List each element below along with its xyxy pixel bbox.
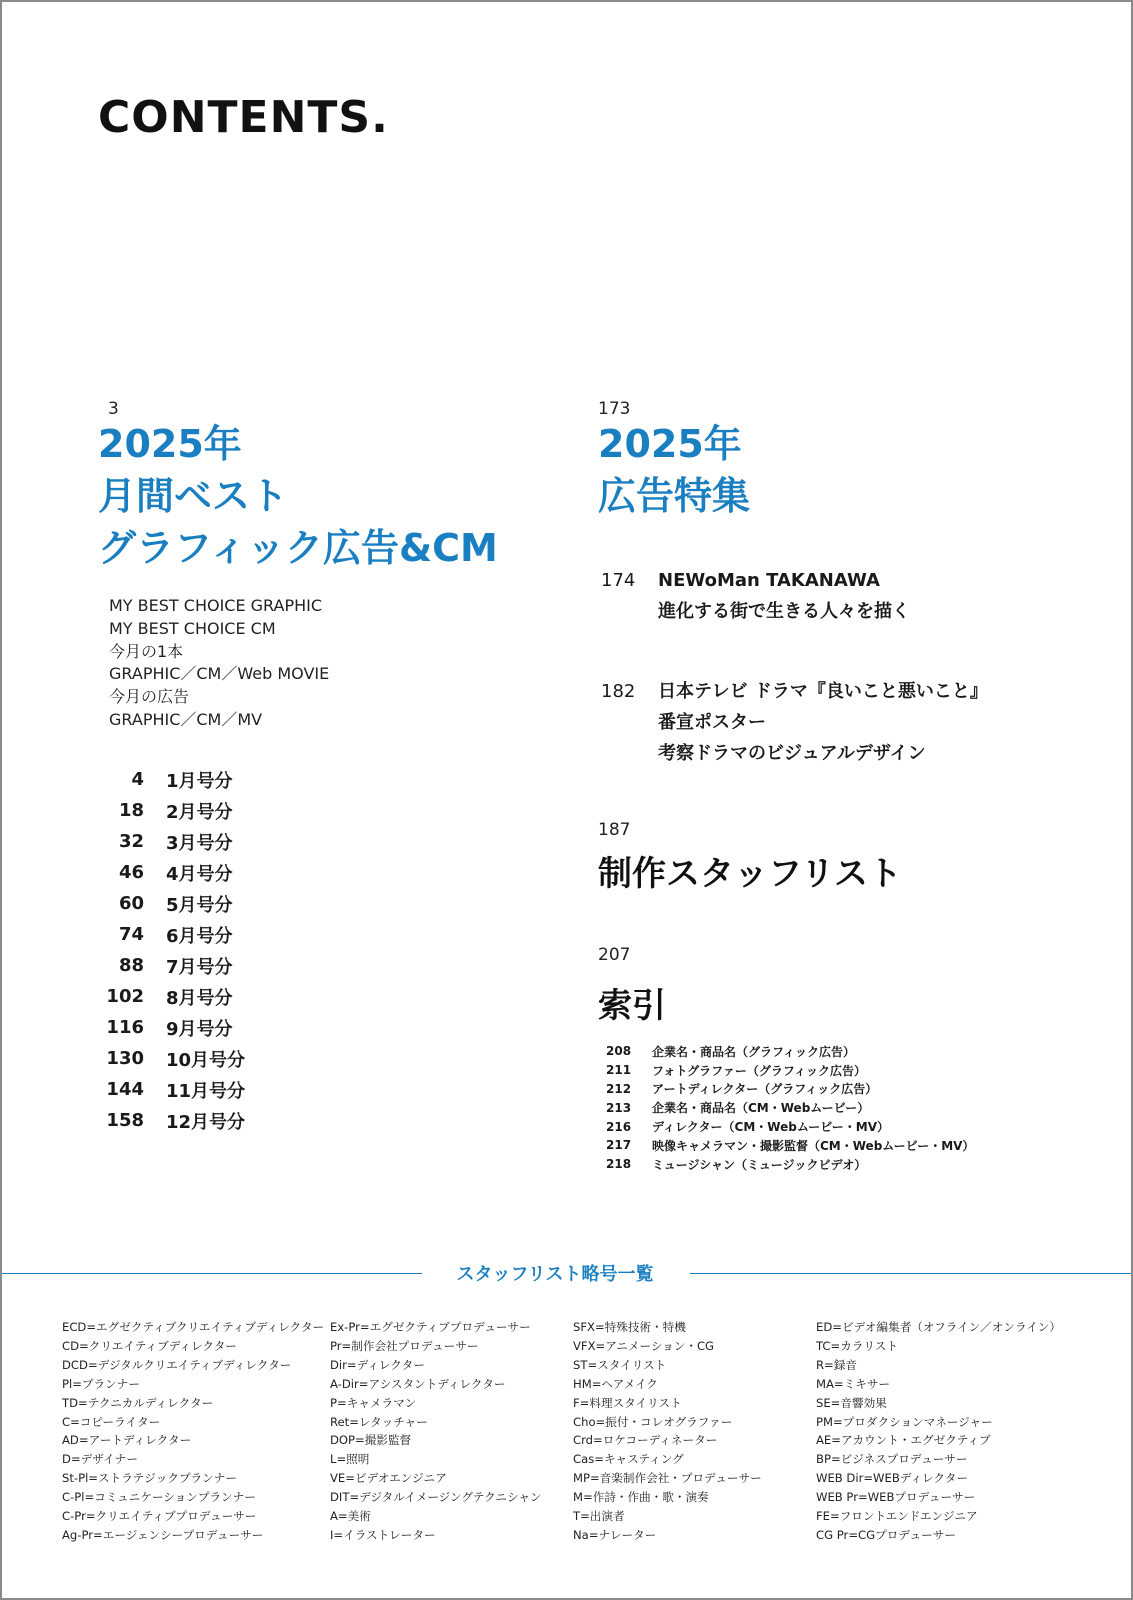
index-page: 211 (606, 1063, 632, 1078)
abbreviation-item: I=イラストレーター (330, 1527, 436, 1542)
abbreviation-item: SE=音響効果 (816, 1395, 887, 1410)
abbreviation-item: M=作詩・作曲・歌・演奏 (573, 1490, 709, 1505)
month-page: 158 (106, 1110, 144, 1131)
abbreviation-item: PM=プロダクションマネージャー (816, 1414, 993, 1429)
abbreviation-item: Cas=キャスティング (573, 1452, 684, 1467)
index-list (606, 1042, 974, 1174)
month-row[interactable] (100, 888, 300, 919)
month-row[interactable] (100, 795, 300, 826)
abbreviation-item: DIT=デジタルイメージングテクニシャン (330, 1490, 542, 1505)
index-page: 217 (606, 1138, 632, 1153)
abbreviation-item: T=出演者 (573, 1509, 625, 1524)
abbreviation-item: Cho=振付・コレオグラファー (573, 1414, 733, 1429)
month-row[interactable] (100, 826, 300, 857)
heading-line: 月間ベスト (98, 474, 289, 518)
divider-right (690, 1273, 1131, 1274)
feature-line: 番宣ポスター (658, 712, 766, 733)
sub-item: 今月の広告 (109, 687, 190, 707)
feature-line: 日本テレビ ドラマ『良いこと悪いこと』 (658, 681, 988, 702)
month-page: 46 (118, 862, 144, 883)
index-item[interactable] (606, 1136, 974, 1155)
index-item[interactable] (606, 1080, 974, 1099)
abbreviation-item: Dir=ディレクター (330, 1357, 425, 1372)
section-page-number: 187 (598, 820, 631, 840)
index-page: 216 (606, 1119, 632, 1134)
sub-list (109, 595, 329, 732)
index-item[interactable] (606, 1117, 974, 1136)
month-label: 3月号分 (166, 832, 233, 854)
index-label: ミュージシャン（ミュージックビデオ） (652, 1157, 867, 1172)
sub-item: MY BEST CHOICE CM (109, 618, 276, 638)
abbreviation-item: BP=ビジネスプロデューサー (816, 1452, 968, 1467)
abbreviation-item: Ag-Pr=エージェンシープロデューサー (62, 1527, 264, 1542)
index-label: ディレクター（CM・Webムービー・MV） (652, 1120, 889, 1135)
feature-line: 進化する街で生きる人々を描く (658, 601, 910, 622)
abbreviation-item: Na=ナレーター (573, 1527, 657, 1542)
staff-list-heading[interactable]: 制作スタッフリスト (598, 854, 902, 894)
index-item[interactable] (606, 1098, 974, 1117)
abbreviation-item: CD=クリエイティブディレクター (62, 1338, 237, 1353)
abbreviation-column (62, 1318, 324, 1545)
index-item[interactable] (606, 1042, 974, 1061)
abbreviation-item: Pr=制作会社プロデューサー (330, 1338, 479, 1353)
month-row[interactable] (100, 950, 300, 981)
month-page: 116 (106, 1017, 144, 1038)
month-row[interactable] (100, 981, 300, 1012)
heading-line: 2025年 (98, 422, 242, 466)
abbreviation-item: VE=ビデオエンジニア (330, 1471, 447, 1486)
month-page: 32 (118, 831, 144, 852)
sub-item: GRAPHIC／CM／MV (109, 709, 263, 729)
abbreviation-item: Ret=レタッチャー (330, 1414, 428, 1429)
feature-page: 174 (601, 570, 636, 591)
month-row[interactable] (100, 1105, 300, 1136)
abbreviation-item: AD=アートディレクター (62, 1433, 192, 1448)
divider-left (2, 1273, 422, 1274)
month-page: 102 (106, 986, 144, 1007)
index-heading[interactable]: 索引 (598, 986, 666, 1026)
abbreviation-item: F=料理スタイリスト (573, 1395, 682, 1410)
abbreviation-item: WEB Pr=WEBプロデューサー (816, 1490, 976, 1505)
abbreviation-item: A=美術 (330, 1509, 371, 1524)
feature-entry[interactable] (601, 565, 1081, 631)
section-page-number: 207 (598, 945, 631, 965)
abbreviation-item: P=キャメラマン (330, 1395, 417, 1410)
month-label: 7月号分 (166, 956, 233, 978)
feature-line: NEWoMan TAKANAWA (658, 570, 880, 591)
abbreviation-item: Crd=ロケコーディネーター (573, 1433, 718, 1448)
month-label: 4月号分 (166, 863, 233, 885)
month-page: 4 (131, 769, 144, 790)
abbreviation-item: VFX=アニメーション・CG (573, 1338, 715, 1353)
index-label: 映像キャメラマン・撮影監督（CM・Webムービー・MV） (652, 1138, 975, 1153)
feature-entry[interactable] (601, 676, 1081, 772)
heading-line: 広告特集 (598, 474, 751, 518)
month-row[interactable] (100, 857, 300, 888)
abbreviation-item: A-Dir=アシスタントディレクター (330, 1376, 506, 1391)
abbreviation-item: TC=カラリスト (816, 1338, 898, 1353)
feature-page: 182 (601, 681, 636, 702)
heading-line: グラフィック広告&CM (98, 526, 498, 570)
month-row[interactable] (100, 1043, 300, 1074)
abbreviation-item: AE=アカウント・エグゼクティブ (816, 1433, 991, 1448)
index-page: 213 (606, 1100, 632, 1115)
month-label: 1月号分 (166, 770, 233, 792)
abbreviation-item: C-Pr=クリエイティブプロデューサー (62, 1509, 257, 1524)
month-label: 12月号分 (166, 1111, 246, 1133)
index-page: 218 (606, 1157, 632, 1172)
index-label: 企業名・商品名（CM・Webムービー） (652, 1101, 870, 1116)
abbreviation-item: CG Pr=CGプロデューサー (816, 1527, 956, 1542)
feature-line: 考察ドラマのビジュアルデザイン (658, 743, 926, 764)
month-row[interactable] (100, 919, 300, 950)
page-title: CONTENTS. (98, 92, 389, 143)
abbreviation-column (573, 1318, 762, 1545)
abbreviation-item: R=録音 (816, 1357, 857, 1372)
month-page: 18 (118, 800, 144, 821)
section-heading-monthly-best (98, 418, 498, 574)
abbreviations-title: スタッフリスト略号一覧 (456, 1264, 654, 1285)
abbreviation-item: ED=ビデオ編集者（オフライン／オンライン） (816, 1320, 1061, 1334)
abbreviation-item: ST=スタイリスト (573, 1357, 667, 1372)
month-page: 74 (118, 924, 144, 945)
index-item[interactable] (606, 1155, 974, 1174)
abbreviation-item: SFX=特殊技術・特機 (573, 1320, 686, 1334)
abbreviation-item: C-Pl=コミュニケーションプランナー (62, 1490, 256, 1505)
index-page: 208 (606, 1044, 632, 1059)
abbreviation-item: DCD=デジタルクリエイティブディレクター (62, 1357, 292, 1372)
abbreviation-item: TD=テクニカルディレクター (62, 1395, 214, 1410)
index-label: アートディレクター（グラフィック広告） (652, 1082, 878, 1097)
abbreviation-item: St-Pl=ストラテジックプランナー (62, 1471, 237, 1486)
index-label: 企業名・商品名（グラフィック広告） (652, 1044, 856, 1059)
abbreviation-item: ECD=エグゼクティブクリエイティブディレクター (62, 1320, 325, 1334)
month-page: 60 (118, 893, 144, 914)
sub-item: MY BEST CHOICE GRAPHIC (109, 596, 323, 615)
abbreviation-item: D=デザイナー (62, 1452, 138, 1467)
month-row[interactable] (100, 1074, 300, 1105)
month-page: 130 (106, 1048, 144, 1069)
abbreviation-column (816, 1318, 1061, 1545)
abbreviation-item: HM=ヘアメイク (573, 1376, 658, 1391)
month-label: 8月号分 (166, 987, 233, 1009)
abbreviation-item: C=コピーライター (62, 1414, 161, 1429)
abbreviation-item: L=照明 (330, 1452, 370, 1467)
abbreviation-item: DOP=撮影監督 (330, 1433, 412, 1448)
abbreviation-item: MA=ミキサー (816, 1376, 891, 1391)
abbreviation-item: MP=音楽制作会社・プロデューサー (573, 1471, 762, 1486)
month-label: 9月号分 (166, 1018, 233, 1040)
month-label: 10月号分 (166, 1049, 246, 1071)
month-row[interactable] (100, 764, 300, 795)
index-page: 212 (606, 1081, 632, 1096)
month-label: 2月号分 (166, 801, 233, 823)
heading-line: 2025年 (598, 422, 742, 466)
section-page-number: 3 (108, 399, 119, 419)
abbreviation-item: WEB Dir=WEBディレクター (816, 1471, 968, 1486)
month-label: 6月号分 (166, 925, 233, 947)
month-page: 88 (118, 955, 144, 976)
section-page-number: 173 (598, 399, 631, 419)
abbreviation-item: FE=フロントエンドエンジニア (816, 1509, 978, 1524)
sub-item: GRAPHIC／CM／Web MOVIE (109, 664, 330, 684)
abbreviation-column (330, 1318, 542, 1545)
abbreviation-item: Ex-Pr=エグゼクティブプロデューサー (330, 1320, 531, 1334)
month-label: 11月号分 (166, 1080, 246, 1102)
abbreviation-item: Pl=プランナー (62, 1376, 140, 1391)
section-heading-ad-feature (598, 418, 750, 522)
month-page: 144 (106, 1079, 144, 1100)
month-list (100, 764, 300, 1136)
index-label: フォトグラファー（グラフィック広告） (652, 1063, 866, 1078)
index-item[interactable] (606, 1061, 974, 1080)
month-row[interactable] (100, 1012, 300, 1043)
sub-item: 今月の1本 (109, 641, 184, 661)
month-label: 5月号分 (166, 894, 233, 916)
